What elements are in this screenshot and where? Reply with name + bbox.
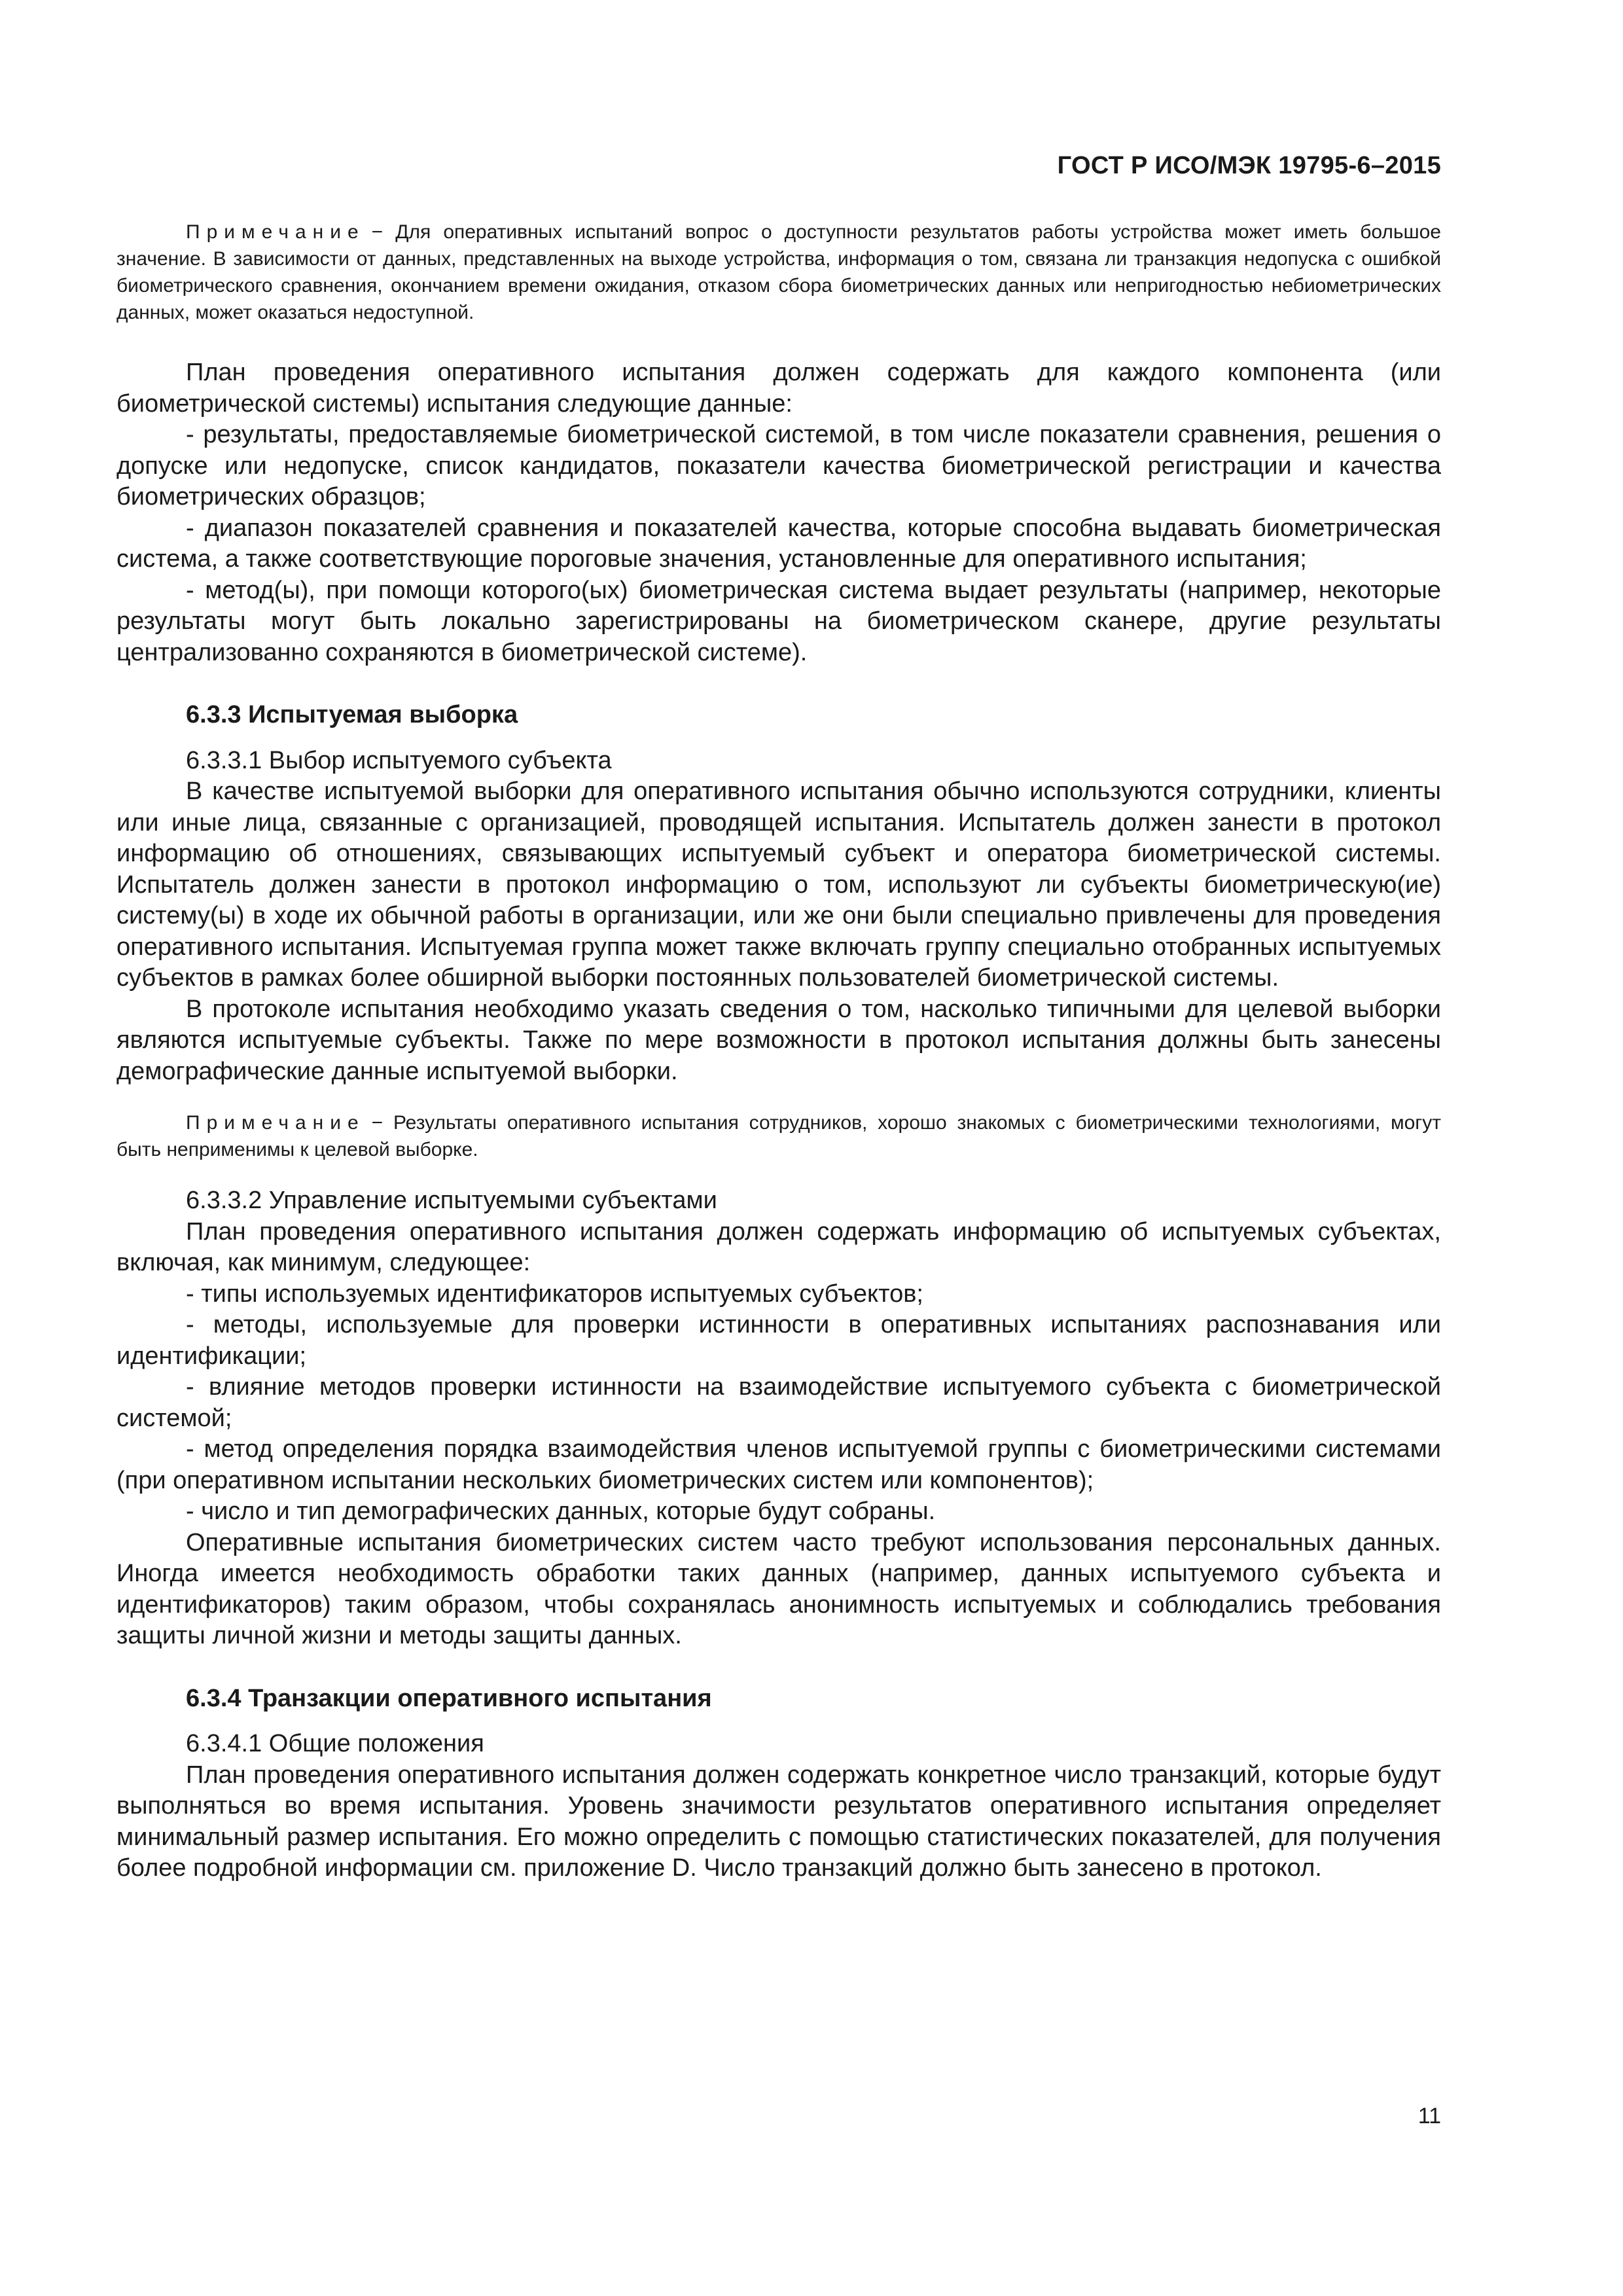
- subsection-title-6-3-4-1: 6.3.4.1 Общие положения: [186, 1730, 484, 1757]
- note-text: − Результаты оперативного испытания сотрудников, хорошо знакомых с биометрическими технологиями, могут быть неприменимы к целевой выборке.: [116, 1112, 1441, 1160]
- plan-intro-paragraph: План проведения оперативного испытания должен содержать для каждого компонента (или биометрической системы) испытания следующие данные:: [116, 359, 1441, 418]
- body-paragraph: В протоколе испытания необходимо указать сведения о том, насколько типичными для целевой выборки являются испытуемые субъекты. Также по мере возможности в протокол испытания должны быть занесены демографические данные испытуемой выборки.: [116, 995, 1441, 1085]
- subsection-title-6-3-3-2: 6.3.3.2 Управление испытуемыми субъектами: [186, 1187, 717, 1214]
- body-paragraph: В качестве испытуемой выборки для оперативного испытания обычно используются сотрудники, клиенты или иные лица, связанные с организацией, проводящей испытания. Испытатель должен занести в протокол информацию об отношениях, связывающих испытуемый субъект и оператора биометрической системы. Испытатель должен занести в протокол информацию о том, используют ли субъекты биометрическую(ие) систему(ы) в ходе их обычной работы в организации, или же они были специально привлечены для проведения оперативного испытания. Испытуемая группа может также включать группу специально отобранных испытуемых субъектов в рамках более обширной выборки постоянных пользователей биометрической системы.: [116, 778, 1441, 992]
- document-page: [116, 0, 1441, 2296]
- list-item: - диапазон показателей сравнения и показателей качества, которые способна выдавать биометрическая система, а также соответствующие пороговые значения, установленные для оперативного испытания;: [116, 514, 1441, 573]
- document-body: [116, 219, 1441, 1884]
- list-item: - число и тип демографических данных, которые будут собраны.: [186, 1498, 936, 1525]
- list-item: - влияние методов проверки истинности на взаимодействие испытуемого субъекта с биометрической системой;: [116, 1373, 1441, 1432]
- section-heading-6-3-3: 6.3.3 Испытуемая выборка: [186, 701, 518, 728]
- note-label: Примечание: [186, 221, 365, 243]
- standard-header: ГОСТ Р ИСО/МЭК 19795-6–2015: [1057, 152, 1441, 179]
- body-paragraph: Оперативные испытания биометрических систем часто требуют использования персональных данных. Иногда имеется необходимость обработки таких данных (например, данных испытуемого субъекта и идентификаторов) таким образом, чтобы сохранялась анонимность испытуемых и соблюдались требования защиты личной жизни и методы защиты данных.: [116, 1528, 1441, 1649]
- page-number: 11: [1418, 2104, 1441, 2128]
- list-item: - метод(ы), при помощи которого(ых) биометрическая система выдает результаты (например, некоторые результаты могут быть локально зарегистрированы на биометрическом сканере, другие результаты централизованно сохраняются в биометрической системе).: [116, 576, 1441, 666]
- note-label: Примечание: [186, 1112, 365, 1134]
- list-item: - типы используемых идентификаторов испытуемых субъектов;: [186, 1280, 923, 1308]
- note-text: − Для оперативных испытаний вопрос о доступности результатов работы устройства может иметь большое значение. В зависимости от данных, представленных на выходе устройства, информация о том, связана ли транзакция недопуска с ошибкой биометрического сравнения, окончанием времени ожидания, отказом сбора биометрических данных или непригодностью небиометрических данных, может оказаться недоступной.: [116, 221, 1441, 323]
- list-item: - методы, используемые для проверки истинности в оперативных испытаниях распознавания или идентификации;: [116, 1311, 1441, 1370]
- body-paragraph: План проведения оперативного испытания должен содержать конкретное число транзакций, которые будут выполняться во время испытания. Уровень значимости результатов оперативного испытания определяет минимальный размер испытания. Его можно определить с помощью статистических показателей, для получения более подробной информации см. приложение D. Число транзакций должно быть занесено в протокол.: [116, 1761, 1441, 1882]
- list-item: - результаты, предоставляемые биометрической системой, в том числе показатели сравнения, решения о допуске или недопуске, список кандидатов, показатели качества биометрической регистрации и качества биометрических образцов;: [116, 421, 1441, 511]
- note-paragraph: [116, 219, 1441, 326]
- subsection-title-6-3-3-1: 6.3.3.1 Выбор испытуемого субъекта: [186, 746, 612, 774]
- section-heading-6-3-4: 6.3.4 Транзакции оперативного испытания: [186, 1684, 712, 1712]
- list-item: - метод определения порядка взаимодействия членов испытуемой группы с биометрическими системами (при оперативном испытании нескольких биометрических систем или компонентов);: [116, 1435, 1441, 1494]
- body-paragraph: План проведения оперативного испытания должен содержать информацию об испытуемых субъектах, включая, как минимум, следующее:: [116, 1217, 1441, 1276]
- note-paragraph: [116, 1109, 1441, 1163]
